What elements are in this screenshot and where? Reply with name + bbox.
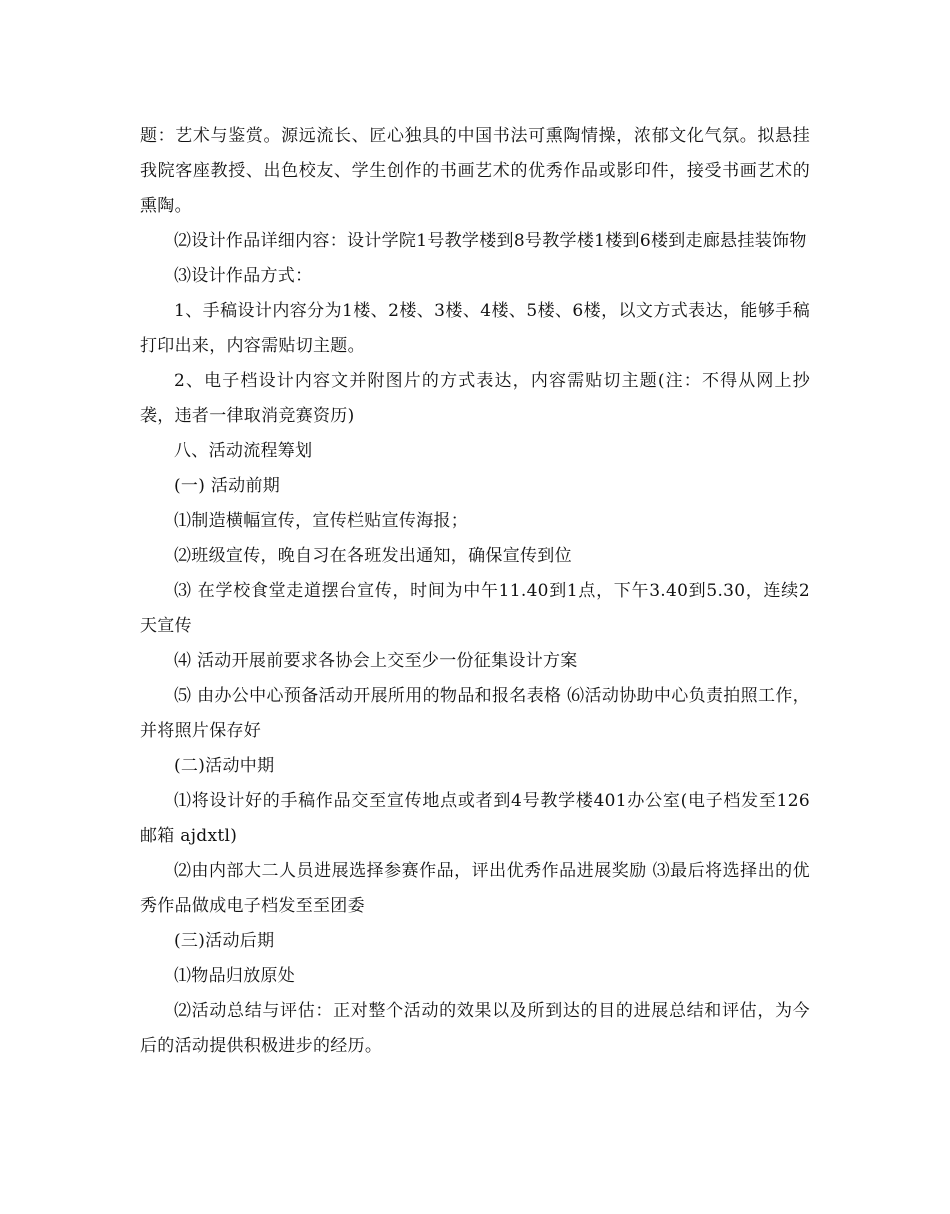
list-item-association-submission: ⑷ 活动开展前要求各协会上交至少一份征集设计方案 xyxy=(174,651,578,671)
list-item-class-promotion: ⑵班级宣传，晚自习在各班发出通知，确保宣传到位 xyxy=(174,546,572,566)
paragraph-electronic-design: 2、电子档设计内容文并附图片的方式表达，内容需贴切主题(注：不得从网上抄袭，违者一律取消竞赛资历) xyxy=(140,371,810,426)
list-item-summary: ⑵活动总结与评估：正对整个活动的效果以及所到达的目的进展总结和评估，为今后的活动提供积极进步的经历。 xyxy=(140,1001,810,1056)
list-item-canteen-booth: ⑶ 在学校食堂走道摆台宣传，时间为中午11.40到1点，下午3.40到5.30，连续2天宣传 xyxy=(140,581,810,636)
document-body xyxy=(140,119,810,1064)
paragraph-theme-intro: 题：艺术与鉴赏。源远流长、匠心独具的中国书法可熏陶情操，浓郁文化气氛。拟悬挂我院客座教授、出色校友、学生创作的书画艺术的优秀作品或影印件，接受书画艺术的熏陶。 xyxy=(140,126,810,216)
subheading-post-activity: (三)活动后期 xyxy=(174,931,275,951)
paragraph-manuscript-design: 1、手稿设计内容分为1楼、2楼、3楼、4楼、5楼、6楼，以文方式表达，能够手稿打印出来，内容需贴切主题。 xyxy=(140,301,810,356)
list-item-banner: ⑴制造横幅宣传，宣传栏贴宣传海报； xyxy=(174,511,469,531)
subheading-pre-activity: (一) 活动前期 xyxy=(174,476,281,496)
paragraph-design-content: ⑵设计作品详细内容：设计学院1号教学楼到8号教学楼1楼到6楼到走廊悬挂装饰物 xyxy=(174,231,807,251)
subheading-mid-activity: (二)活动中期 xyxy=(174,756,275,776)
list-item-submit-works: ⑴将设计好的手稿作品交至宣传地点或者到4号教学楼401办公室(电子档发至126邮箱 ajdxtl) xyxy=(140,791,810,846)
list-item-return-items: ⑴物品归放原处 xyxy=(174,966,296,986)
paragraph-design-method: ⑶设计作品方式： xyxy=(174,266,313,286)
list-item-selection: ⑵由内部大二人员进展选择参赛作品，评出优秀作品进展奖励 ⑶最后将选择出的优秀作品做成电子档发至至团委 xyxy=(140,861,810,916)
section-heading-activity-flow: 八、活动流程筹划 xyxy=(174,441,313,461)
list-item-office-preparation: ⑸ 由办公中心预备活动开展所用的物品和报名表格 ⑹活动协助中心负责拍照工作，并将照片保存好 xyxy=(140,686,810,741)
